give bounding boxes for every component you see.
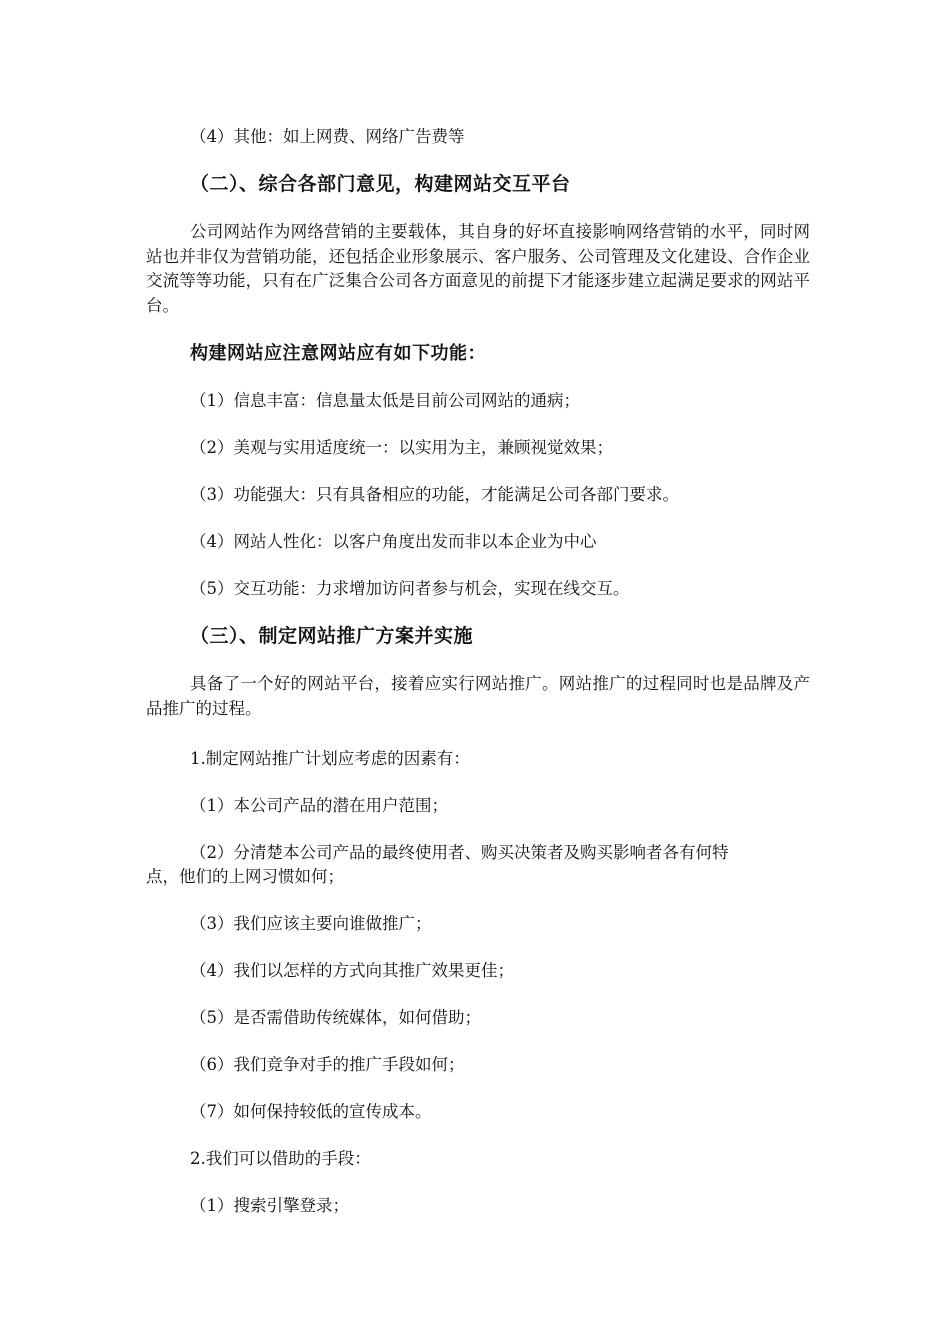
list-heading-available-means: 2.我们可以借助的手段： bbox=[190, 1149, 371, 1168]
list-item-low-cost: （7）如何保持较低的宣传成本。 bbox=[190, 1102, 432, 1121]
list-item-promotion-method: （4）我们以怎样的方式向其推广效果更佳； bbox=[190, 961, 514, 980]
list-item-other-costs: （4）其他：如上网费、网络广告费等 bbox=[190, 127, 465, 146]
paragraph-website-promotion: 具备了一个好的网站平台，接着应实行网站推广。网站推广的过程同时也是品牌及产品推广的过程。 bbox=[146, 674, 810, 718]
list-heading-promotion-factors: 1.制定网站推广计划应考虑的因素有： bbox=[190, 749, 470, 768]
list-item-search-engine: （1）搜索引擎登录； bbox=[190, 1196, 349, 1215]
section-heading-2: （二）、综合各部门意见，构建网站交互平台 bbox=[190, 173, 571, 195]
list-item-rich-info: （1）信息丰富：信息量太低是目前公司网站的通病； bbox=[190, 391, 580, 410]
list-item-powerful-functions: （3）功能强大：只有具备相应的功能，才能满足公司各部门要求。 bbox=[190, 485, 679, 504]
section-heading-3: （三）、制定网站推广方案并实施 bbox=[190, 625, 474, 647]
list-item-user-roles: （2）分清楚本公司产品的最终使用者、购买决策者及购买影响者各有何特 bbox=[190, 843, 729, 862]
list-item-aesthetic-practical: （2）美观与实用适度统一：以实用为主，兼顾视觉效果； bbox=[190, 438, 613, 457]
list-item-promotion-target: （3）我们应该主要向谁做推广； bbox=[190, 914, 432, 933]
list-item-potential-users: （1）本公司产品的潜在用户范围； bbox=[190, 796, 448, 815]
list-item-traditional-media: （5）是否需借助传统媒体，如何借助； bbox=[190, 1008, 481, 1027]
list-item-humanized: （4）网站人性化：以客户角度出发而非以本企业为中心 bbox=[190, 532, 597, 551]
list-item-interactive: （5）交互功能：力求增加访问者参与机会，实现在线交互。 bbox=[190, 579, 630, 598]
list-item-user-roles-continued: 点，他们的上网习惯如何； bbox=[146, 867, 344, 886]
list-item-competitor-methods: （6）我们竞争对手的推广手段如何； bbox=[190, 1055, 465, 1074]
subheading-website-functions: 构建网站应注意网站应有如下功能： bbox=[190, 343, 486, 364]
paragraph-website-platform: 公司网站作为网络营销的主要载体，其自身的好坏直接影响网络营销的水平，同时网站也并非仅为营销功能，还包括企业形象展示、客户服务、公司管理及文化建设、合作企业交流等等功能，只有在广泛集合公司各方面意见的前提下才能逐步建立起满足要求的网站平台。 bbox=[146, 222, 810, 315]
